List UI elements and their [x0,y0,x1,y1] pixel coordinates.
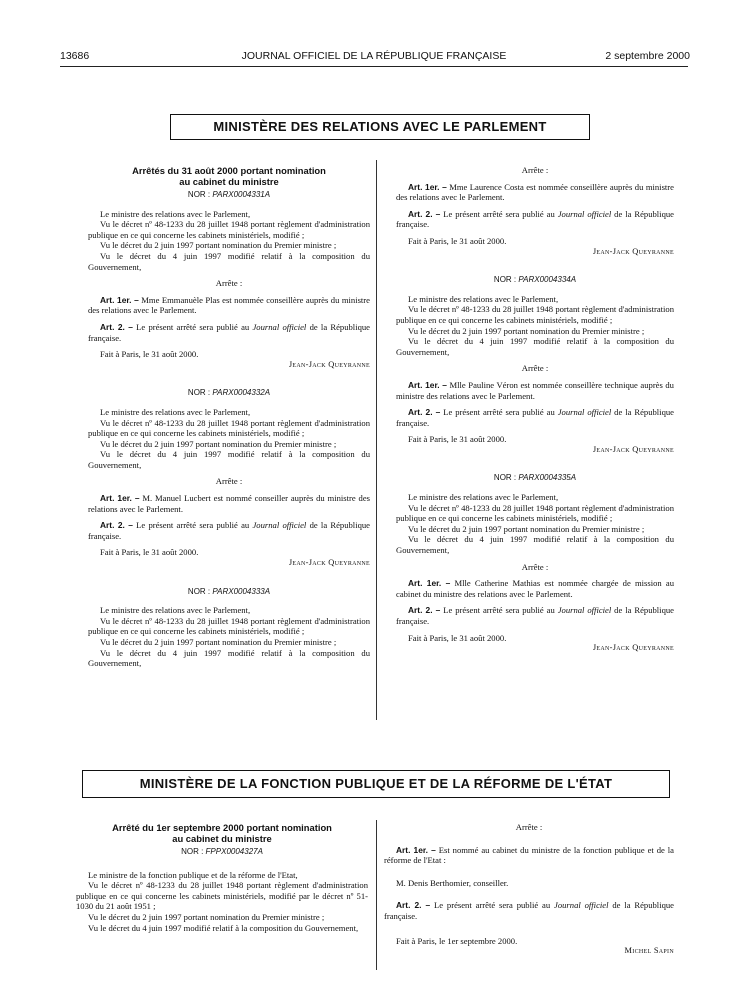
arrete-label: Arrête : [521,363,549,374]
article-2: Art. 2. – Le présent arrêté sera publié au Journal officiel de la République française. [396,407,674,428]
preamble-vu: Vu le décret nº 48-1233 du 28 juillet 1948 portant règlement d'administration publique en ce qui concerne les cabinets ministériels, modifié ; [396,502,674,524]
preamble-vu: Vu le décret du 2 juin 1997 portant nomination du Premier ministre ; [100,637,337,647]
preamble-vu: Vu le décret du 4 juin 1997 modifié relatif à la composition du Gouvernement, [396,336,674,357]
article-1: Art. 1er. – M. Manuel Lucbert est nommé conseiller auprès du ministre des relations avec le Parlement. [88,493,370,514]
preamble-vu: Vu le décret du 4 juin 1997 modifié relatif à la composition du Gouvernement, [88,449,370,470]
preamble-vu: Vu le décret du 4 juin 1997 modifié relatif à la composition du Gouvernement, [396,534,674,556]
preamble-vu: Vu le décret du 2 juin 1997 portant nomination du Premier ministre ; [408,325,645,336]
signature: Jean-Jack Queyranne [288,359,370,369]
signature: Jean-Jack Queyranne [592,444,674,454]
ministry-title-box [170,114,590,140]
signature: Michel Sapin [624,946,674,956]
article-1: Art. 1er. – Mlle Pauline Véron est nommée conseillère technique auprès du ministre des relations avec le Parlement. [396,379,674,401]
page-number: 13686 [60,50,90,62]
preamble-vu: Vu le décret du 4 juin 1997 modifié relatif à la composition du Gouvernement, [88,250,370,272]
preamble-vu: Vu le décret du 2 juin 1997 portant nomination du Premier ministre ; [100,240,337,251]
preamble-vu: Vu le décret nº 48-1233 du 28 juillet 1948 portant règlement d'administration publique en ce qui concerne les cabinets ministériels, modifié par le décret nº 51-1030 du 21 août 1951 ; [76,880,368,912]
arrete-label: Arrête : [521,165,549,175]
preamble-vu: Vu le décret nº 48-1233 du 28 juillet 1948 portant règlement d'administration publique en ce qui concerne les cabinets ministériels, modifié ; [88,417,370,439]
done-at: Fait à Paris, le 31 août 2000. [408,632,507,643]
preamble-intro: Le ministre de la fonction publique et de la réforme de l'Etat, [88,869,298,880]
arrete-label: Arrête : [515,822,543,832]
done-at: Fait à Paris, le 31 août 2000. [100,349,199,360]
article-2: Art. 2. – Le présent arrêté sera publié au Journal officiel de la République française. [88,520,370,541]
nor-reference: NOR : PARX0004332A [187,388,271,398]
ministry-title: MINISTÈRE DE LA FONCTION PUBLIQUE ET DE LA RÉFORME DE L'ÉTAT [139,776,613,791]
column-divider [376,160,377,720]
running-header [0,50,748,66]
article-2: Art. 2. – Le présent arrêté sera publié au Journal officiel de la République française. [396,605,674,626]
done-at: Fait à Paris, le 31 août 2000. [100,547,199,558]
preamble-vu: Vu le décret nº 48-1233 du 28 juillet 1948 portant règlement d'administration publique en ce qui concerne les cabinets ministériels, modifié ; [88,219,370,240]
signature: Jean-Jack Queyranne [288,558,370,568]
nor-reference: NOR : FPPX0004327A [181,847,263,856]
column-left-1 [88,165,370,669]
appointee: M. Denis Berthomier, conseiller. [396,877,509,888]
column-right-2 [384,822,674,957]
ministry-title: MINISTÈRE DES RELATIONS AVEC LE PARLEMENT [213,119,547,134]
preamble-vu: Vu le décret du 2 juin 1997 portant nomination du Premier ministre ; [408,523,645,534]
preamble-vu: Vu le décret du 2 juin 1997 portant nomination du Premier ministre ; [100,438,337,449]
article-1: Art. 1er. – Est nommé au cabinet du ministre de la fonction publique et de la réforme de l'Etat : [384,844,674,866]
nor-reference: NOR : PARX0004331A [187,190,271,199]
arrete-label: Arrête : [521,561,549,572]
preamble-vu: Vu le décret nº 48-1233 du 28 juillet 1948 portant règlement d'administration publique en ce qui concerne les cabinets ministériels, modifié ; [88,615,370,637]
done-at: Fait à Paris, le 31 août 2000. [408,235,507,246]
article-1: Art. 1er. – Mlle Catherine Mathias est nommée chargée de mission au cabinet du ministre des relations avec le Parlement. [396,578,674,599]
preamble-intro: Le ministre des relations avec le Parlement, [408,293,559,304]
column-divider [376,820,377,970]
decree-heading: Arrêtés du 31 août 2000 portant nomination au cabinet du ministre [132,165,326,187]
preamble-intro: Le ministre des relations avec le Parlement, [100,406,251,417]
preamble-vu: Vu le décret nº 48-1233 du 28 juillet 1948 portant règlement d'administration publique en ce qui concerne les cabinets ministériels, modifié ; [396,304,674,325]
done-at: Fait à Paris, le 31 août 2000. [408,434,507,445]
preamble-intro: Le ministre des relations avec le Parlement, [408,492,559,503]
column-left-2 [76,822,368,933]
preamble-vu: Vu le décret du 4 juin 1997 modifié relatif à la composition du Gouvernement, [88,922,359,933]
article-1: Art. 1er. – Mme Laurence Costa est nommée conseillère auprès du ministre des relations avec le Parlement. [396,181,674,203]
article-2: Art. 2. – Le présent arrêté sera publié au Journal officiel de la République française. [384,900,674,921]
arrete-label: Arrête : [215,278,243,289]
nor-reference: NOR : PARX0004333A [187,586,271,596]
column-right-1 [396,165,674,654]
article-2: Art. 2. – Le présent arrêté sera publié au Journal officiel de la République française. [396,208,674,230]
decree-heading: Arrêté du 1er septembre 2000 portant nomination au cabinet du ministre [112,822,332,844]
done-at: Fait à Paris, le 1er septembre 2000. [396,935,518,946]
issue-date: 2 septembre 2000 [605,50,690,62]
preamble-intro: Le ministre des relations avec le Parlement, [100,208,251,219]
arrete-label: Arrête : [215,476,243,487]
preamble-intro: Le ministre des relations avec le Parlement, [100,605,251,616]
signature: Jean-Jack Queyranne [592,246,674,256]
signature: Jean-Jack Queyranne [592,643,674,653]
article-2: Art. 2. – Le présent arrêté sera publié au Journal officiel de la République française. [88,321,370,343]
preamble-vu: Vu le décret du 4 juin 1997 modifié relatif à la composition du Gouvernement, [88,647,370,669]
journal-title: JOURNAL OFFICIEL DE LA RÉPUBLIQUE FRANÇAISE [241,50,507,62]
nor-reference: NOR : PARX0004334A [493,275,577,285]
ministry-title-box [82,770,670,798]
article-1: Art. 1er. – Mme Emmanuèle Plas est nommée conseillère auprès du ministre des relations avec le Parlement. [88,294,370,316]
preamble-vu: Vu le décret du 2 juin 1997 portant nomination du Premier ministre ; [88,911,325,922]
header-rule [60,66,688,67]
nor-reference: NOR : PARX0004335A [493,473,577,483]
